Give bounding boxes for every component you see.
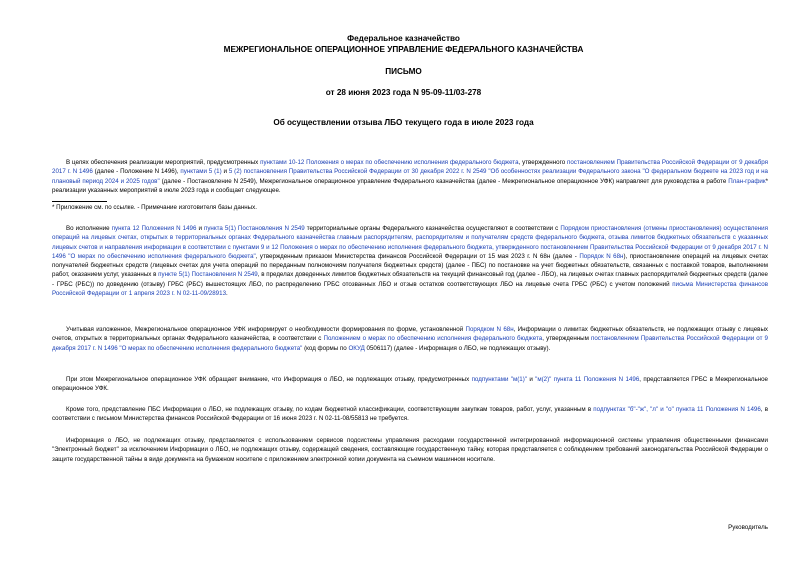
text-span: 0506117) (далее - Информация о ЛБО, не подлежащих отзыву). [364,344,551,352]
link-item-12-regulation-1496[interactable]: пункта 12 Положения N 1496 [111,225,197,232]
link-item-5-1[interactable]: пунктами 5 (1) [180,168,222,176]
link-subitems-b-zh-l-o[interactable]: подпунктах "б"-"ж", "л" и "о" пункта 11 Положения N 1496 [593,406,761,413]
link-resolution-1496[interactable]: постановлением Правительства Российской Федерации от 9 декабря 2017 г. N 1496 [52,159,768,176]
text-span: , в соответствии с письмом Министерства финансов Российской Федерации от 16 июня 2023 г. N 02-11-08/55813 не требуется. [52,406,768,423]
document-subject: Об осуществлении отзыва ЛБО текущего года в июле 2023 года [273,118,534,127]
text-span: , в пределах доведенных лимитов бюджетных обязательств на текущий финансовый год (далее - ЛБО), на лицевых счетах главных распорядителей бюджетных средств (далее - ГРБС (РБС)) по доведению (отзыву) ГРБС (РБС) вышестоящих ЛБО, по распределению ГРБС отозванных ЛБО и отзыв остатков соответствующих ЛБО на лицевые счета ГРБС (РБС) с учетом положений [52,271,768,288]
paragraph-1 [52,158,768,195]
text-span: , утвержденным [542,335,591,343]
paragraph-4 [52,375,768,394]
link-regulation-measures[interactable]: Положением о мерах по обеспечению исполнения федерального бюджета [323,335,543,343]
document-type: ПИСЬМО [385,67,422,76]
text-span: Во исполнение [66,225,112,232]
link-item-5-1-resolution-2549[interactable]: пункта 5(1) Постановления N 2549 [203,225,305,232]
text-span: и [221,168,229,176]
text-span: При этом Межрегиональное операционное УФК обращает внимание, что Информация о ЛБО, не подлежащих отзыву, предусмотренных [66,376,472,383]
text-span: , утвержденным приказом Министерства финансов Российской Федерации от 15 мая 2023 г. N 68н (далее - [255,252,580,260]
text-span: Кроме того, представление ПБС Информации о ЛБО, не подлежащих отзыву, по кодам бюджетной классификации, соответствующим закупкам товаров, работ, услуг, указанным в [66,406,594,413]
text-span: , Информации о лимитах бюджетных обязательств, не подлежащих отзыву с лицевых счетов, открытых в территориальных органах Федерального казначейства, в соответствии с [52,326,769,343]
text-span: ), приостановление операций на лицевых счетах получателей бюджетных средств (лицевых счетах для учета операций по переданным полномочиям получателя бюджетных средств) (далее - ПБС) по постановке на учет бюджетных обязательств, связанных с поставкой товаров, выполнением работ, оказанием услуг, указанных в [52,252,768,279]
paragraph-6: Информация о ЛБО, не подлежащих отзыву, представляется с использованием сервисов подсистемы управления расходами государственной интегрированной информационной системы управления общественными финансами "Электронный бюджет" за исключением Информации о ЛБО, не подлежащих отзыву, содержащей сведения, составляющие государственную тайну, которая представляется с соблюдением требований законодательства Российской Федерации о защите государственной тайны в виде документа на бумажном носителе с приложением электронной копии документа на съемном машинном носителе. [52,437,768,463]
paragraph-3 [52,325,768,353]
link-procedure-68n-b[interactable]: Порядком N 68н [465,326,514,333]
link-subitem-m1[interactable]: подпунктами "м(1)" [471,376,527,383]
text-span: (далее - Положение N 1496), [92,168,181,176]
link-regulation-1496-items-10-12[interactable]: пунктами 10-12 Положения о мерах по обеспечению исполнения федерального бюджета [260,159,519,166]
link-subitem-m2[interactable]: "м(2)" пункта 11 Положения N 1496 [535,376,640,383]
text-span: территориальные органы Федерального казначейства осуществляют в соответствии с [304,225,561,232]
footnote-divider [52,201,107,202]
paragraph-2 [52,224,768,298]
text-span: , представляется ГРБС в Межрегиональное операционное УФК. [52,376,768,393]
link-okud[interactable]: ОКУД [348,344,365,352]
link-suspension-procedure[interactable]: Порядком приостановления (отмены приостановления) осуществления операций на лицевых счетах, открытых в территориальных органах Федерального казначейства главным распорядителям, распорядителям и получателям средств федерального бюджета, отзыва лимитов бюджетных обязательств с указанных лицевых счетов и направления информации в соответствии с пунктами 9 и 12 Положения о мерах по обеспечению исполнения федерального бюджета, утвержденного постановлением Правительства Российской Федерации от 9 декабря 2017 г. N 1496 "О мерах по обеспечению исполнения федерального бюджета" [52,225,768,260]
text-span: (код формы по [302,344,349,352]
link-resolution-2549[interactable]: 5 (2) постановления Правительства Российской Федерации от 30 декабря 2022 г. N 2549 "Об особенностях реализации Федерального закона "О федеральном бюджете на 2023 год и на плановый период 2024 и 2025 годов" [52,168,768,185]
link-resolution-1496-b[interactable]: постановлением Правительства Российской Федерации от 9 декабря 2017 г. N 1496 "О мерах по обеспечению исполнения федерального бюджета" [52,335,768,352]
department-name: МЕЖРЕГИОНАЛЬНОЕ ОПЕРАЦИОННОЕ УПРАВЛЕНИЕ ФЕДЕРАЛЬНОГО КАЗНАЧЕЙСТВА [223,45,584,54]
link-plan-schedule[interactable]: План-график [728,177,766,185]
link-procedure-68n[interactable]: Порядок N 68н [579,252,624,260]
agency-name: Федеральное казначейство [347,34,460,43]
text-span: * реализации указанных мероприятий в июле 2023 года и сообщает следующее. [52,177,768,194]
link-item-5-1-resolution-2549-b[interactable]: пункте 5(1) Постановления N 2549 [158,271,258,279]
footnote: * Приложение см. по ссылке. - Примечание изготовителя базы данных. [52,204,257,211]
text-span: и [526,376,536,383]
text-span: (далее - Постановление N 2549), Межрегиональное операционное управление Федерального казначейства (далее - Межрегиональное операционное УФК) направляет для руководства в работе [159,177,729,185]
document-date-number: от 28 июня 2023 года N 95-09-11/03-278 [325,88,482,97]
text-span: и [196,225,204,232]
text-span: . [226,290,228,298]
text-span: Учитывая изложенное, Межрегиональное операционное УФК информирует о необходимости формирования по форме, установленной [66,326,466,333]
signature-title: Руководитель [728,524,768,531]
link-minfin-letter[interactable]: письма Министерства финансов Российской Федерации от 1 апреля 2023 г. N 02-11-09/28913 [52,280,768,298]
text-span: , утвержденного [518,159,567,166]
text-span: В целях обеспечения реализации мероприятий, предусмотренных [66,159,261,166]
paragraph-5 [52,405,768,424]
